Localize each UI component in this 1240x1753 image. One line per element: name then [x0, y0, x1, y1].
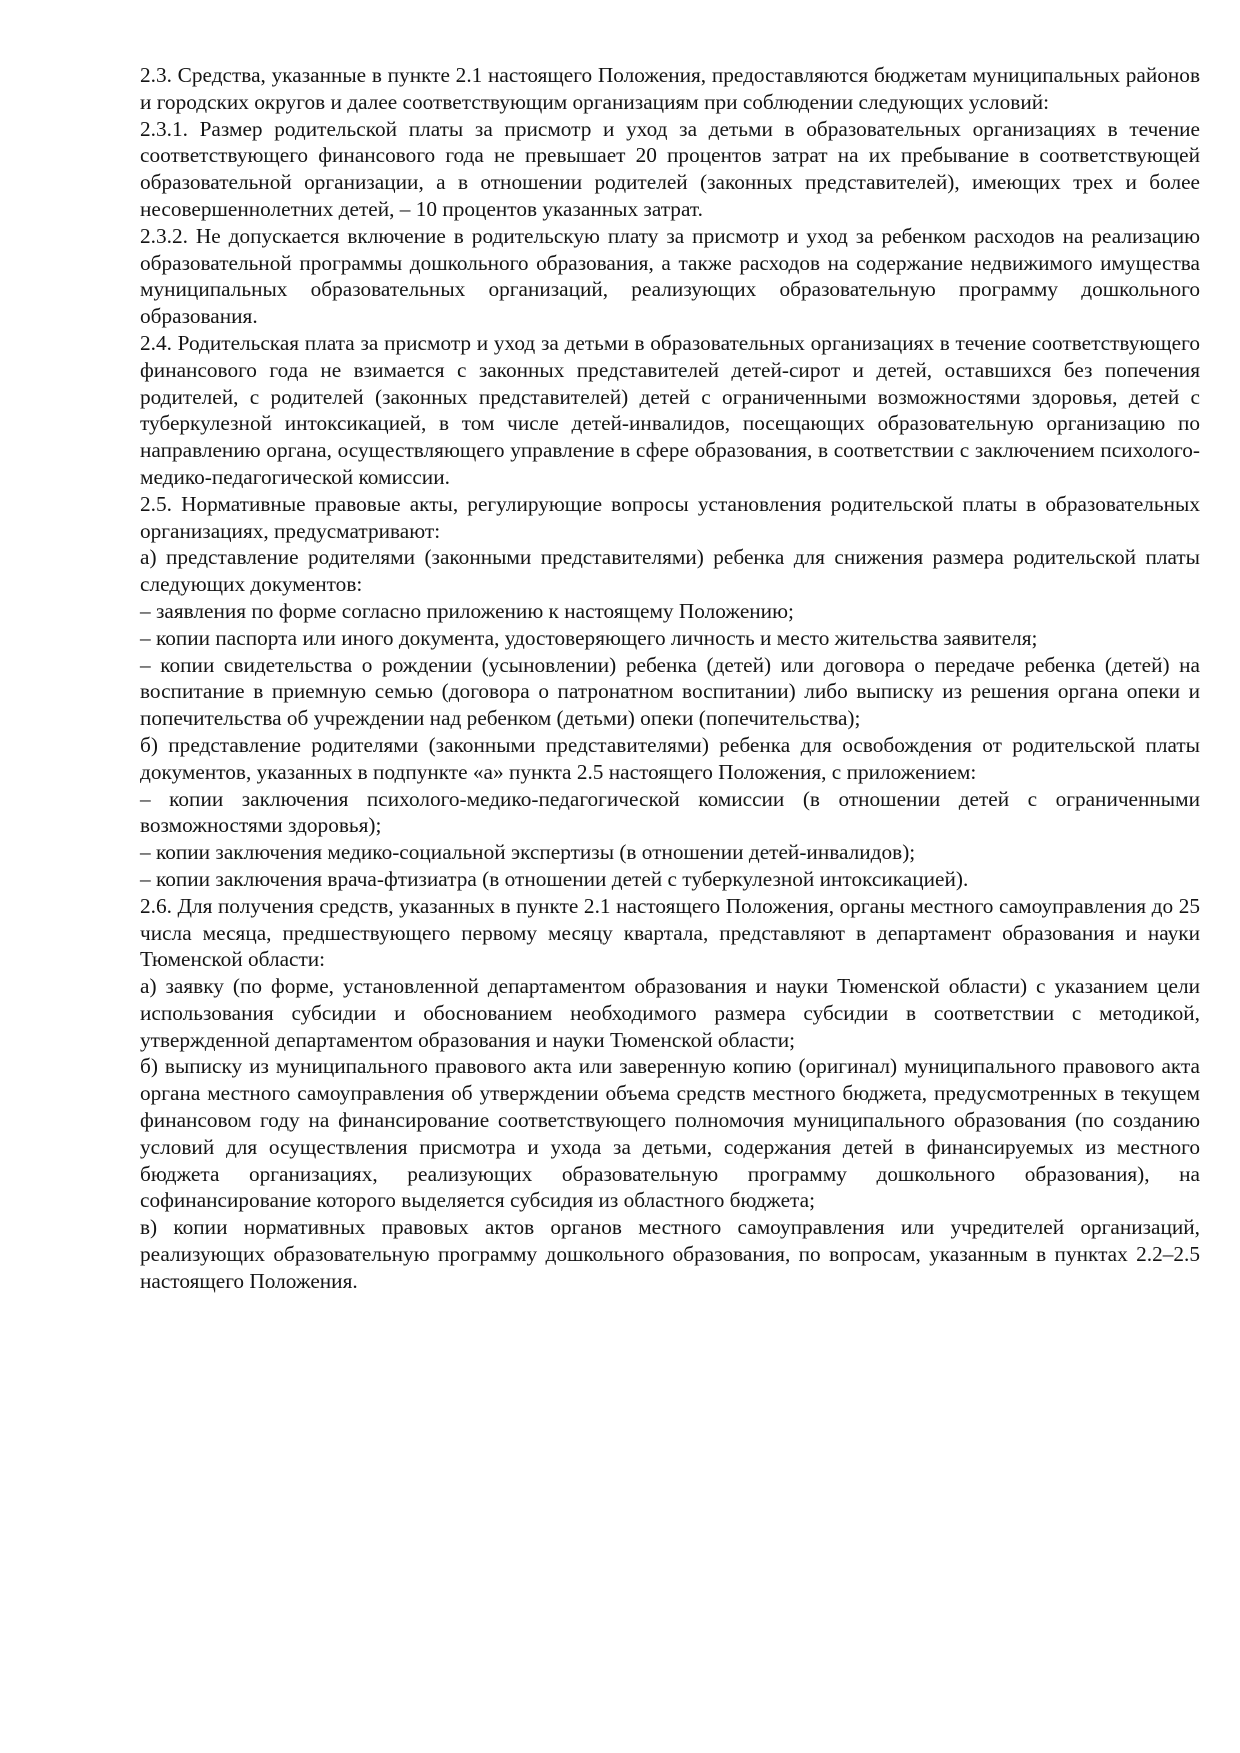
- list-item-mse-conclusion: – копии заключения медико-социальной экспертизы (в отношении детей-инвалидов);: [140, 840, 916, 865]
- list-item-pmpk-conclusion: – копии заключения психолого-медико-педагогической комиссии (в отношении детей с ограниченными возможностями здоровья);: [140, 786, 1200, 838]
- paragraph-2-5-b: б) представление родителями (законными представителями) ребенка для освобождения от родительской платы документов, указанных в подпункте «а» пункта 2.5 настоящего Положения, с приложением:: [140, 732, 1200, 784]
- paragraph-2-5-a: а) представление родителями (законными представителями) ребенка для снижения размера родительской платы следующих документов:: [140, 545, 1200, 597]
- paragraph-2-6: 2.6. Для получения средств, указанных в пункте 2.1 настоящего Положения, органы местного самоуправления до 25 числа месяца, предшествующего первому месяцу квартала, представляют в департамент образования и науки Тюменской области:: [140, 893, 1200, 972]
- paragraph-2-3-1: 2.3.1. Размер родительской платы за присмотр и уход за детьми в образовательных организациях в течение соответствующего финансового года не превышает 20 процентов затрат на их пребывание в соответствующей образовательной организации, а в отношении родителей (законных представителей), имеющих трех и более несовершеннолетних детей, – 10 процентов указанных затрат.: [140, 116, 1200, 221]
- paragraph-2-5: 2.5. Нормативные правовые акты, регулирующие вопросы установления родительской платы в образовательных организациях, предусматривают:: [140, 491, 1200, 543]
- paragraph-2-3-2: 2.3.2. Не допускается включение в родительскую плату за присмотр и уход за ребенком расходов на реализацию образовательной программы дошкольного образования, а также расходов на содержание недвижимого имущества муниципальных образовательных организаций, реализующих образовательную программу дошкольного образования.: [140, 223, 1200, 329]
- paragraph-2-4: 2.4. Родительская плата за присмотр и уход за детьми в образовательных организациях в течение соответствующего финансового года не взимается с законных представителей детей-сирот и детей, оставшихся без попечения родителей, с родителей (законных представителей) детей с ограниченными возможностями здоровья, детей с туберкулезной интоксикацией, в том числе детей-инвалидов, посещающих образовательную организацию по направлению органа, осуществляющего управление в сфере образования, в соответствии с заключением психолого-медико-педагогической комиссии.: [140, 330, 1200, 489]
- list-item-phthisiatrician-conclusion: – копии заключения врача-фтизиатра (в отношении детей с туберкулезной интоксикацией).: [140, 866, 969, 891]
- list-item-passport: – копии паспорта или иного документа, удостоверяющего личность и место жительства заявителя;: [140, 625, 1038, 650]
- paragraph-2-6-v: в) копии нормативных правовых актов органов местного самоуправления или учредителей организаций, реализующих образовательную программу дошкольного образования, по вопросам, указанным в пунктах 2.2–2.5 настоящего Положения.: [140, 1215, 1200, 1293]
- paragraph-2-6-a: а) заявку (по форме, установленной департаментом образования и науки Тюменской области) с указанием цели использования субсидии и обоснованием необходимого размера субсидии в соответствии с методикой, утвержденной департаментом образования и науки Тюменской области;: [140, 974, 1200, 1052]
- paragraph-2-3: 2.3. Средства, указанные в пункте 2.1 настоящего Положения, предоставляются бюджетам муниципальных районов и городских округов и далее соответствующим организациям при соблюдении следующих условий:: [140, 63, 1200, 114]
- document-page: [140, 62, 1200, 1295]
- list-item-application: – заявления по форме согласно приложению к настоящему Положению;: [140, 598, 794, 623]
- paragraph-2-6-b: б) выписку из муниципального правового акта или заверенную копию (оригинал) муниципального правового акта органа местного самоуправления об утверждении объема средств местного бюджета, предусмотренных в текущем финансовом году на финансирование соответствующего полномочия муниципального образования (по созданию условий для осуществления присмотра и ухода за детьми, содержания детей в финансируемых из местного бюджета организациях, реализующих образовательную программу дошкольного образования), на софинансирование которого выделяется субсидия из областного бюджета;: [140, 1054, 1200, 1213]
- list-item-birth-certificate: – копии свидетельства о рождении (усыновлении) ребенка (детей) или договора о передаче ребенка (детей) на воспитание в приемную семью (договора о патронатном воспитании) либо выписку из решения органа опеки и попечительства об учреждении над ребенком (детьми) опеки (попечительства);: [140, 652, 1200, 731]
